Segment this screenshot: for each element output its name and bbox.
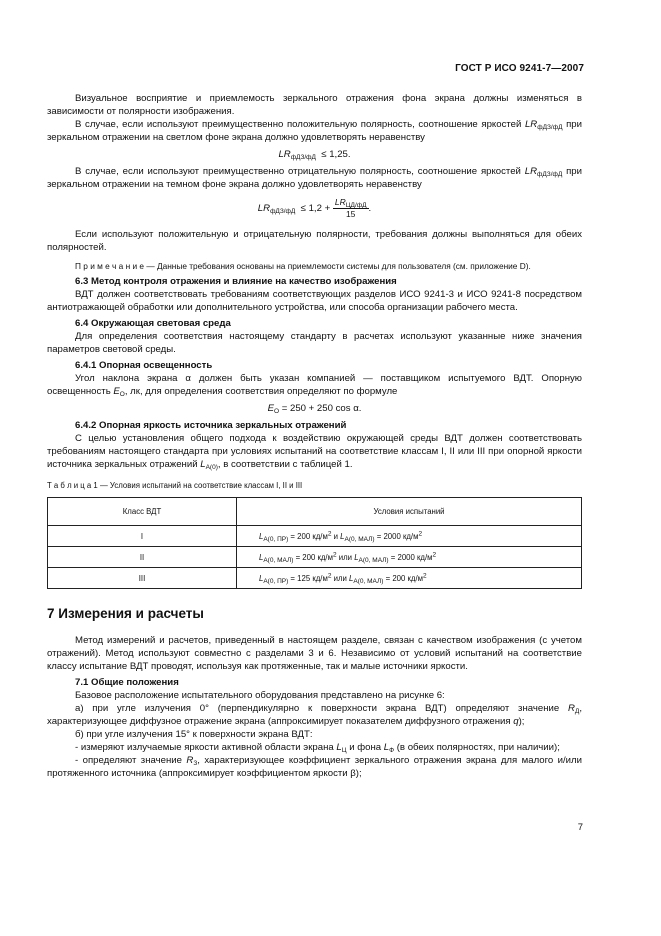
table-row: [48, 568, 582, 589]
column-header-class: Класс ВДТ: [48, 498, 237, 526]
column-header-conditions: Условия испытаний: [237, 498, 582, 526]
section-7-text: Метод измерений и расчетов, приведенный в настоящем разделе, связан с качеством изображения (с учетом отражений). Метод используют совместно с разделами 3 и 6. Независимо от условий испытаний на соответствие классу испытание ВДТ проводят, используя как протяженные, так и малые источники яркости.: [47, 635, 582, 672]
section-6-4-2-text: С целью установления общего подхода к воздействию окружающей среды ВДТ должен соответствовать требованиям настоящего стандарта при условиях испытаний на соответствие классам I, II или III при опорной яркости источника зеркальных отражений $L_{A(0)}$, в соответствии с таблицей 1.: [47, 433, 582, 471]
section-7-1-title: 7.1 Общие положения: [75, 677, 179, 688]
table-cell-conditions: $L_{A(0, ПР)} = 125$ $кд/м^2$ или $L_{A(0, МАЛ)} = 200$ $кд/м^2$: [237, 568, 582, 589]
list-item-b1: - измеряют излучаемые яркости активной области экрана $L_Ц$ и фона $L_Ф$ (в обеих полярностях, при наличии);: [75, 742, 560, 754]
paragraph-visual-perception: Визуальное восприятие и приемлемость зеркального отражения фона экрана должны изменяться в зависимости от полярности изображения.: [47, 93, 582, 117]
section-6-4-title: 6.4 Окружающая световая среда: [75, 318, 231, 329]
list-item-b: б) при угле излучения 15° к поверхности экрана ВДТ:: [75, 729, 313, 740]
table-caption: Т а б л и ц а 1 — Условия испытаний на соответствие классам I, II и III: [47, 481, 303, 490]
table-cell-class: III: [48, 568, 237, 589]
standard-code: ГОСТ Р ИСО 9241-7—2007: [455, 63, 584, 74]
table-row: [48, 526, 582, 547]
table-cell-class: I: [48, 526, 237, 547]
section-7-title: 7 Измерения и расчеты: [47, 606, 204, 621]
page-number: 7: [577, 822, 583, 833]
table-cell-conditions: $L_{A(0, МАЛ)} = 200$ $кд/м^2$ или $L_{A(0, МАЛ)} = 2000$ $кд/м^2$: [237, 547, 582, 568]
paragraph-negative-polarity: В случае, если используют преимущественно отрицательную полярность, соотношение яркостей $LR_{фДЗ/фД}$ при зеркальном отражении на темном фоне экрана должно удовлетворять неравенству: [47, 166, 582, 190]
formula-positive: $LR_{фДЗ/фД} \le 1,25$.: [278, 149, 351, 161]
section-6-4-text: Для определения соответствия настоящему стандарту в расчетах используют указанные ниже значения параметров световой среды.: [47, 331, 582, 355]
table-row: [48, 547, 582, 568]
section-6-3-text: ВДТ должен соответствовать требованиям соответствующих разделов ИСО 9241-3 и ИСО 9241-8 посредством антиотражающей обработки или дополнительного устройства, или способа организации рабочего места.: [47, 289, 582, 313]
table-header-row: [48, 498, 582, 526]
paragraph-both-polarities: Если используют положительную и отрицательную полярности, требования должны выполняться для обеих полярностей.: [47, 229, 582, 253]
section-6-4-1-title: 6.4.1 Опорная освещенность: [75, 360, 213, 371]
formula-illuminance: $E_О = 250 + 250$ cos α.: [267, 403, 362, 415]
list-item-b2: - определяют значение $R_З$, характеризующее коэффициент зеркального отражения экрана для малого и/или протяженного источника (аппроксимирует коэффициентом яркости β);: [47, 755, 582, 779]
section-6-4-2-title: 6.4.2 Опорная яркость источника зеркальных отражений: [75, 420, 347, 431]
table-cell-class: II: [48, 547, 237, 568]
conditions-table: [47, 497, 582, 589]
table-cell-conditions: $L_{A(0, ПР)} = 200$ $кд/м^2$ и $L_{A(0, МАЛ)} = 2000$ $кд/м^2$: [237, 526, 582, 547]
page-content: [47, 92, 582, 780]
formula-negative: $LR_{фДЗ/фД} \le 1,2$ + $\frac{LR_{ЦД/фД}}{15}$ .: [257, 197, 372, 219]
section-7-1-text: Базовое расположение испытательного оборудования представлено на рисунке 6:: [75, 690, 445, 701]
list-item-a: а) при угле излучения 0° (перпендикулярно к поверхности экрана ВДТ) определяют значение $R_Д$, характеризующее диффузное отражение экрана (аппроксимирует показателем диффузного отражения q);: [47, 703, 582, 727]
section-6-4-1-text: Угол наклона экрана α должен быть указан компанией — поставщиком испытуемого ВДТ. Опорную освещенность $E_О$, лк, для определения соответствия определяют по формуле: [47, 373, 582, 398]
note: П р и м е ч а н и е — Данные требования основаны на приемлемости системы для пользователя (см. приложение D).: [75, 261, 531, 271]
section-6-3-title: 6.3 Метод контроля отражения и влияние на качество изображения: [75, 276, 397, 287]
paragraph-positive-polarity: В случае, если используют преимущественно положительную полярность, соотношение яркостей $LR_{фДЗ/фД}$ при зеркальном отражении на светлом фоне экрана должно удовлетворять неравенству: [47, 119, 582, 143]
